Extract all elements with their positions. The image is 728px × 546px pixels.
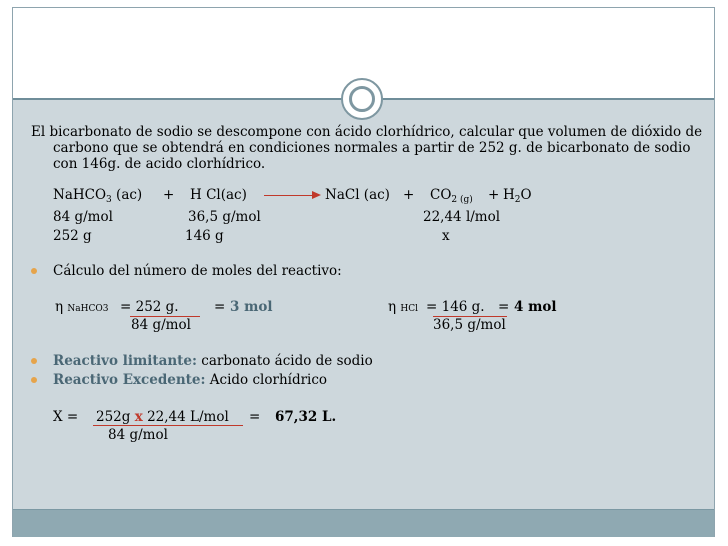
volume-result: 67,32 L. [275, 409, 337, 425]
plus-sign: + [163, 187, 175, 203]
circle-emblem-icon [341, 78, 383, 120]
reactant-hcl: H Cl(ac) [190, 187, 247, 203]
circle-emblem-inner [349, 86, 375, 112]
product-co2: $CO_{2 (g)}$ [430, 187, 473, 205]
molar-mass-hcl: 36,5 g/mol [188, 209, 261, 225]
bullet-icon [31, 268, 37, 274]
unknown-x: x [442, 228, 450, 244]
moles-hcl-equals: = [498, 299, 510, 315]
mass-nahco3: 252 g [53, 228, 92, 244]
eta-nahco3: η NaHCO3 [55, 299, 109, 315]
moles-nahco3-equals: = [214, 299, 226, 315]
moles-nahco3-denominator: 84 g/mol [131, 317, 191, 333]
plus-sign: + [403, 187, 415, 203]
reactant-nahco3: NaHCO$_3$ (ac) [53, 187, 143, 205]
reaction-arrow-head-icon [312, 191, 321, 199]
product-nacl: NaCl (ac) [325, 187, 390, 203]
bullet-icon [31, 377, 37, 383]
product-h2o: $H_2O$ [503, 187, 532, 205]
volume-numerator: 252g x 22,44 L/mol [96, 409, 229, 425]
volume-x-equals: X = [53, 409, 79, 425]
molar-volume-co2: 22,44 l/mol [423, 209, 501, 225]
moles-title: Cálculo del número de moles del reactivo: [53, 263, 342, 279]
fraction-line [93, 425, 243, 426]
problem-line-2: carbono que se obtendrá en condiciones normales a partir de 252 g. de bicarbonato de sodio [53, 140, 691, 156]
reactivo-excedente: Reactivo Excedente: Acido clorhídrico [53, 372, 328, 388]
moles-hcl-denominator: 36,5 g/mol [433, 317, 506, 333]
eta-hcl: η HCl [388, 299, 419, 315]
footer-band [13, 509, 714, 537]
moles-hcl-numerator: = 146 g. [426, 299, 485, 315]
reactivo-limitante: Reactivo limitante: carbonato ácido de sodio [53, 353, 373, 369]
molar-mass-nahco3: 84 g/mol [53, 209, 113, 225]
plus-sign: + [488, 187, 500, 203]
moles-nahco3-result: 3 mol [230, 299, 273, 315]
problem-line-1: El bicarbonato de sodio se descompone con ácido clorhídrico, calcular que volumen de dióxido de [31, 124, 703, 140]
mass-hcl: 146 g [185, 228, 224, 244]
bullet-icon [31, 358, 37, 364]
moles-hcl-result: 4 mol [514, 299, 557, 315]
volume-denominator: 84 g/mol [108, 427, 168, 443]
reaction-arrow-icon [264, 195, 314, 196]
volume-equals: = [249, 409, 261, 425]
problem-line-3: con 146g. de acido clorhídrico. [53, 156, 266, 172]
moles-nahco3-numerator: = 252 g. [120, 299, 179, 315]
